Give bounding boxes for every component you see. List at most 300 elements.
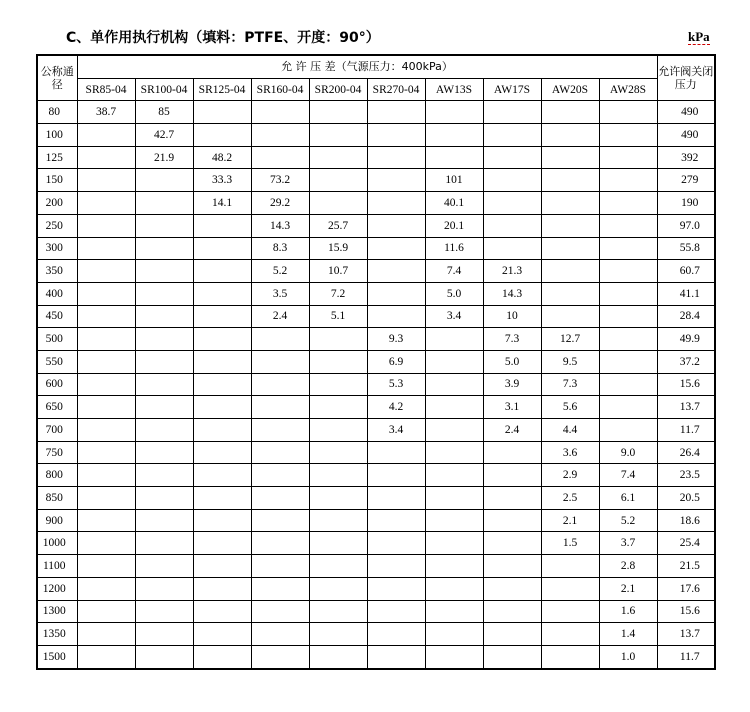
cell-pressure-value <box>367 101 425 124</box>
cell-allowed-closing-pressure: 20.5 <box>657 487 715 510</box>
cell-pressure-value <box>425 373 483 396</box>
header-allowed-differential-pressure: 允 许 压 差（气源压力：400kPa） <box>77 55 657 78</box>
cell-pressure-value <box>309 532 367 555</box>
cell-pressure-value <box>135 419 193 442</box>
cell-pressure-value <box>541 645 599 668</box>
cell-pressure-value <box>541 555 599 578</box>
cell-pressure-value <box>251 373 309 396</box>
table-body <box>37 101 715 669</box>
cell-pressure-value <box>367 237 425 260</box>
cell-allowed-closing-pressure: 60.7 <box>657 260 715 283</box>
cell-pressure-value <box>425 645 483 668</box>
cell-pressure-value <box>77 237 135 260</box>
cell-pressure-value: 7.2 <box>309 282 367 305</box>
table-row <box>37 464 715 487</box>
cell-pressure-value <box>193 555 251 578</box>
cell-pressure-value: 7.3 <box>483 328 541 351</box>
cell-nominal-diameter: 1300 <box>37 600 77 623</box>
cell-pressure-value <box>599 124 657 147</box>
cell-pressure-value <box>77 509 135 532</box>
document-title: C、单作用执行机构（填料：PTFE、开度：90°） <box>66 30 380 46</box>
cell-pressure-value: 2.1 <box>541 509 599 532</box>
cell-pressure-value <box>483 509 541 532</box>
cell-pressure-value: 1.4 <box>599 623 657 646</box>
cell-pressure-value <box>251 532 309 555</box>
cell-pressure-value <box>425 487 483 510</box>
cell-pressure-value: 42.7 <box>135 124 193 147</box>
cell-pressure-value: 21.9 <box>135 146 193 169</box>
unit-label: kPa <box>688 29 710 44</box>
cell-pressure-value <box>541 214 599 237</box>
cell-pressure-value <box>483 555 541 578</box>
cell-pressure-value <box>251 441 309 464</box>
cell-pressure-value <box>599 328 657 351</box>
cell-pressure-value: 2.8 <box>599 555 657 578</box>
cell-pressure-value <box>77 419 135 442</box>
cell-pressure-value <box>135 350 193 373</box>
cell-pressure-value <box>599 373 657 396</box>
cell-pressure-value <box>135 328 193 351</box>
cell-pressure-value <box>193 464 251 487</box>
cell-nominal-diameter: 850 <box>37 487 77 510</box>
cell-pressure-value <box>425 328 483 351</box>
cell-pressure-value <box>309 600 367 623</box>
cell-pressure-value <box>77 328 135 351</box>
cell-pressure-value <box>77 214 135 237</box>
cell-allowed-closing-pressure: 15.6 <box>657 600 715 623</box>
cell-allowed-closing-pressure: 15.6 <box>657 373 715 396</box>
table-row <box>37 419 715 442</box>
cell-pressure-value <box>309 419 367 442</box>
cell-pressure-value: 11.6 <box>425 237 483 260</box>
cell-pressure-value <box>483 532 541 555</box>
header-model: AW28S <box>599 78 657 101</box>
cell-pressure-value <box>309 124 367 147</box>
cell-pressure-value <box>309 328 367 351</box>
cell-pressure-value <box>135 373 193 396</box>
cell-pressure-value <box>309 101 367 124</box>
cell-pressure-value <box>309 509 367 532</box>
cell-pressure-value <box>483 464 541 487</box>
cell-pressure-value <box>309 373 367 396</box>
cell-pressure-value <box>77 169 135 192</box>
cell-pressure-value <box>251 101 309 124</box>
table-row <box>37 237 715 260</box>
cell-pressure-value: 4.2 <box>367 396 425 419</box>
table-row <box>37 487 715 510</box>
cell-pressure-value <box>135 237 193 260</box>
cell-nominal-diameter: 700 <box>37 419 77 442</box>
cell-nominal-diameter: 900 <box>37 509 77 532</box>
table-row <box>37 396 715 419</box>
cell-nominal-diameter: 350 <box>37 260 77 283</box>
cell-pressure-value <box>309 441 367 464</box>
cell-pressure-value: 14.1 <box>193 192 251 215</box>
cell-pressure-value: 3.6 <box>541 441 599 464</box>
cell-pressure-value <box>367 464 425 487</box>
cell-pressure-value: 2.1 <box>599 577 657 600</box>
cell-pressure-value <box>77 555 135 578</box>
cell-pressure-value <box>599 192 657 215</box>
cell-nominal-diameter: 125 <box>37 146 77 169</box>
cell-pressure-value <box>77 577 135 600</box>
cell-pressure-value <box>541 124 599 147</box>
table-row <box>37 509 715 532</box>
cell-allowed-closing-pressure: 11.7 <box>657 419 715 442</box>
cell-pressure-value <box>135 577 193 600</box>
cell-allowed-closing-pressure: 28.4 <box>657 305 715 328</box>
cell-pressure-value: 20.1 <box>425 214 483 237</box>
cell-pressure-value <box>135 464 193 487</box>
cell-nominal-diameter: 450 <box>37 305 77 328</box>
cell-pressure-value <box>483 169 541 192</box>
cell-pressure-value: 48.2 <box>193 146 251 169</box>
cell-pressure-value <box>541 237 599 260</box>
cell-pressure-value <box>251 350 309 373</box>
cell-pressure-value <box>251 487 309 510</box>
cell-pressure-value <box>193 532 251 555</box>
cell-allowed-closing-pressure: 41.1 <box>657 282 715 305</box>
cell-nominal-diameter: 1000 <box>37 532 77 555</box>
cell-pressure-value <box>135 169 193 192</box>
cell-pressure-value <box>193 328 251 351</box>
cell-pressure-value <box>135 305 193 328</box>
cell-nominal-diameter: 1350 <box>37 623 77 646</box>
cell-pressure-value <box>77 645 135 668</box>
cell-pressure-value <box>483 623 541 646</box>
cell-pressure-value <box>193 645 251 668</box>
header-row-group <box>37 55 715 78</box>
cell-pressure-value: 2.4 <box>251 305 309 328</box>
cell-pressure-value <box>77 124 135 147</box>
cell-pressure-value: 3.9 <box>483 373 541 396</box>
cell-pressure-value <box>193 260 251 283</box>
cell-pressure-value <box>541 146 599 169</box>
cell-pressure-value <box>193 101 251 124</box>
cell-pressure-value <box>483 124 541 147</box>
cell-pressure-value <box>425 623 483 646</box>
cell-pressure-value <box>193 600 251 623</box>
cell-pressure-value <box>309 623 367 646</box>
cell-nominal-diameter: 200 <box>37 192 77 215</box>
cell-pressure-value <box>541 577 599 600</box>
cell-pressure-value <box>251 600 309 623</box>
cell-pressure-value <box>77 260 135 283</box>
cell-pressure-value <box>367 555 425 578</box>
cell-pressure-value: 7.4 <box>599 464 657 487</box>
cell-pressure-value <box>309 464 367 487</box>
cell-pressure-value <box>251 419 309 442</box>
table-row <box>37 577 715 600</box>
cell-pressure-value <box>599 396 657 419</box>
cell-pressure-value <box>309 350 367 373</box>
cell-pressure-value <box>77 350 135 373</box>
header-model: SR85-04 <box>77 78 135 101</box>
cell-pressure-value <box>77 396 135 419</box>
cell-allowed-closing-pressure: 490 <box>657 124 715 147</box>
cell-pressure-value <box>251 645 309 668</box>
cell-pressure-value <box>367 192 425 215</box>
cell-pressure-value <box>251 396 309 419</box>
cell-pressure-value <box>135 214 193 237</box>
cell-pressure-value: 4.4 <box>541 419 599 442</box>
cell-pressure-value: 14.3 <box>251 214 309 237</box>
cell-pressure-value <box>193 509 251 532</box>
table-row <box>37 305 715 328</box>
cell-pressure-value <box>425 101 483 124</box>
cell-pressure-value <box>309 577 367 600</box>
cell-pressure-value <box>251 509 309 532</box>
table-row <box>37 101 715 124</box>
cell-pressure-value <box>425 464 483 487</box>
cell-pressure-value: 1.5 <box>541 532 599 555</box>
cell-pressure-value: 73.2 <box>251 169 309 192</box>
cell-pressure-value <box>251 577 309 600</box>
cell-allowed-closing-pressure: 23.5 <box>657 464 715 487</box>
cell-pressure-value: 21.3 <box>483 260 541 283</box>
cell-pressure-value <box>599 282 657 305</box>
cell-pressure-value: 5.0 <box>425 282 483 305</box>
table-row <box>37 124 715 147</box>
cell-pressure-value <box>541 169 599 192</box>
cell-pressure-value <box>599 101 657 124</box>
cell-pressure-value <box>135 623 193 646</box>
cell-pressure-value: 9.3 <box>367 328 425 351</box>
table-row <box>37 532 715 555</box>
cell-pressure-value <box>193 373 251 396</box>
cell-pressure-value <box>77 146 135 169</box>
cell-pressure-value <box>541 260 599 283</box>
cell-pressure-value <box>425 509 483 532</box>
header-model: SR160-04 <box>251 78 309 101</box>
cell-pressure-value: 14.3 <box>483 282 541 305</box>
cell-pressure-value: 38.7 <box>77 101 135 124</box>
cell-pressure-value: 85 <box>135 101 193 124</box>
cell-pressure-value <box>425 419 483 442</box>
cell-pressure-value <box>425 396 483 419</box>
cell-nominal-diameter: 150 <box>37 169 77 192</box>
table-row <box>37 146 715 169</box>
cell-pressure-value <box>193 441 251 464</box>
cell-allowed-closing-pressure: 392 <box>657 146 715 169</box>
header-model: AW13S <box>425 78 483 101</box>
cell-allowed-closing-pressure: 97.0 <box>657 214 715 237</box>
cell-pressure-value <box>77 487 135 510</box>
cell-pressure-value <box>425 555 483 578</box>
cell-pressure-value <box>367 282 425 305</box>
header-allowed-closing-pressure: 允许阀关闭压力 <box>657 55 715 101</box>
cell-pressure-value: 33.3 <box>193 169 251 192</box>
cell-pressure-value <box>77 600 135 623</box>
cell-pressure-value <box>135 600 193 623</box>
cell-pressure-value <box>77 373 135 396</box>
table-row <box>37 623 715 646</box>
cell-pressure-value <box>483 214 541 237</box>
cell-pressure-value <box>135 645 193 668</box>
cell-pressure-value <box>77 464 135 487</box>
cell-nominal-diameter: 600 <box>37 373 77 396</box>
cell-pressure-value: 2.4 <box>483 419 541 442</box>
cell-pressure-value <box>309 192 367 215</box>
cell-pressure-value <box>367 509 425 532</box>
cell-pressure-value <box>309 146 367 169</box>
cell-pressure-value <box>135 509 193 532</box>
cell-pressure-value: 3.7 <box>599 532 657 555</box>
cell-pressure-value <box>425 441 483 464</box>
cell-pressure-value <box>541 282 599 305</box>
cell-pressure-value <box>367 600 425 623</box>
cell-pressure-value <box>367 146 425 169</box>
header-model: SR200-04 <box>309 78 367 101</box>
cell-pressure-value <box>135 532 193 555</box>
cell-pressure-value <box>193 282 251 305</box>
cell-pressure-value <box>135 396 193 419</box>
cell-nominal-diameter: 800 <box>37 464 77 487</box>
cell-pressure-value <box>541 305 599 328</box>
cell-pressure-value <box>425 577 483 600</box>
cell-pressure-value <box>367 214 425 237</box>
cell-pressure-value <box>135 441 193 464</box>
cell-pressure-value <box>77 282 135 305</box>
table-row <box>37 645 715 668</box>
cell-pressure-value <box>599 237 657 260</box>
cell-pressure-value: 10 <box>483 305 541 328</box>
cell-pressure-value <box>425 124 483 147</box>
cell-pressure-value <box>193 124 251 147</box>
cell-pressure-value: 40.1 <box>425 192 483 215</box>
cell-nominal-diameter: 80 <box>37 101 77 124</box>
cell-pressure-value <box>193 214 251 237</box>
cell-pressure-value <box>367 645 425 668</box>
cell-pressure-value: 5.0 <box>483 350 541 373</box>
cell-pressure-value: 5.3 <box>367 373 425 396</box>
cell-pressure-value: 5.2 <box>599 509 657 532</box>
cell-pressure-value <box>251 146 309 169</box>
cell-allowed-closing-pressure: 13.7 <box>657 396 715 419</box>
cell-nominal-diameter: 550 <box>37 350 77 373</box>
cell-pressure-value: 2.9 <box>541 464 599 487</box>
cell-pressure-value <box>425 350 483 373</box>
cell-pressure-value <box>599 350 657 373</box>
cell-allowed-closing-pressure: 490 <box>657 101 715 124</box>
cell-pressure-value <box>367 169 425 192</box>
cell-allowed-closing-pressure: 13.7 <box>657 623 715 646</box>
cell-pressure-value <box>193 419 251 442</box>
cell-pressure-value: 3.5 <box>251 282 309 305</box>
cell-nominal-diameter: 300 <box>37 237 77 260</box>
cell-pressure-value <box>309 645 367 668</box>
cell-pressure-value <box>193 577 251 600</box>
header-nominal-diameter: 公称通径 <box>37 55 77 101</box>
cell-pressure-value: 1.6 <box>599 600 657 623</box>
cell-pressure-value <box>135 282 193 305</box>
table-row <box>37 555 715 578</box>
cell-nominal-diameter: 100 <box>37 124 77 147</box>
cell-pressure-value <box>541 623 599 646</box>
cell-pressure-value <box>367 441 425 464</box>
cell-pressure-value <box>541 600 599 623</box>
cell-pressure-value: 3.4 <box>425 305 483 328</box>
cell-pressure-value: 6.1 <box>599 487 657 510</box>
cell-pressure-value <box>367 532 425 555</box>
cell-allowed-closing-pressure: 17.6 <box>657 577 715 600</box>
table-row <box>37 328 715 351</box>
cell-pressure-value <box>367 577 425 600</box>
cell-pressure-value <box>599 260 657 283</box>
cell-pressure-value <box>77 305 135 328</box>
cell-allowed-closing-pressure: 25.4 <box>657 532 715 555</box>
cell-pressure-value <box>425 532 483 555</box>
cell-allowed-closing-pressure: 190 <box>657 192 715 215</box>
table-row <box>37 169 715 192</box>
cell-pressure-value: 3.4 <box>367 419 425 442</box>
cell-pressure-value <box>135 192 193 215</box>
cell-pressure-value: 7.4 <box>425 260 483 283</box>
cell-pressure-value <box>367 623 425 646</box>
cell-pressure-value: 8.3 <box>251 237 309 260</box>
cell-pressure-value <box>483 101 541 124</box>
cell-pressure-value <box>483 146 541 169</box>
cell-pressure-value <box>77 623 135 646</box>
cell-nominal-diameter: 1500 <box>37 645 77 668</box>
cell-nominal-diameter: 400 <box>37 282 77 305</box>
table-row <box>37 192 715 215</box>
cell-allowed-closing-pressure: 49.9 <box>657 328 715 351</box>
cell-pressure-value: 5.6 <box>541 396 599 419</box>
cell-pressure-value <box>541 101 599 124</box>
cell-pressure-value <box>367 487 425 510</box>
pressure-table <box>36 54 716 670</box>
cell-pressure-value: 2.5 <box>541 487 599 510</box>
cell-pressure-value <box>541 192 599 215</box>
table-row <box>37 282 715 305</box>
cell-pressure-value: 25.7 <box>309 214 367 237</box>
cell-nominal-diameter: 1100 <box>37 555 77 578</box>
cell-pressure-value: 7.3 <box>541 373 599 396</box>
cell-pressure-value <box>193 350 251 373</box>
cell-pressure-value <box>599 419 657 442</box>
table-row <box>37 214 715 237</box>
cell-pressure-value <box>367 260 425 283</box>
cell-pressure-value <box>251 464 309 487</box>
cell-pressure-value <box>251 555 309 578</box>
header-model: SR100-04 <box>135 78 193 101</box>
table-row <box>37 260 715 283</box>
cell-pressure-value <box>309 396 367 419</box>
cell-pressure-value <box>483 441 541 464</box>
cell-allowed-closing-pressure: 279 <box>657 169 715 192</box>
cell-pressure-value: 15.9 <box>309 237 367 260</box>
header-model: SR125-04 <box>193 78 251 101</box>
table-row <box>37 350 715 373</box>
header-model: AW17S <box>483 78 541 101</box>
cell-pressure-value: 9.5 <box>541 350 599 373</box>
cell-nominal-diameter: 1200 <box>37 577 77 600</box>
cell-pressure-value <box>483 645 541 668</box>
cell-nominal-diameter: 500 <box>37 328 77 351</box>
cell-pressure-value <box>251 623 309 646</box>
cell-pressure-value <box>425 146 483 169</box>
cell-allowed-closing-pressure: 37.2 <box>657 350 715 373</box>
cell-pressure-value <box>193 237 251 260</box>
cell-pressure-value <box>599 169 657 192</box>
header-model: SR270-04 <box>367 78 425 101</box>
cell-nominal-diameter: 750 <box>37 441 77 464</box>
cell-pressure-value <box>367 124 425 147</box>
cell-pressure-value <box>483 192 541 215</box>
table-row <box>37 441 715 464</box>
table-row <box>37 373 715 396</box>
